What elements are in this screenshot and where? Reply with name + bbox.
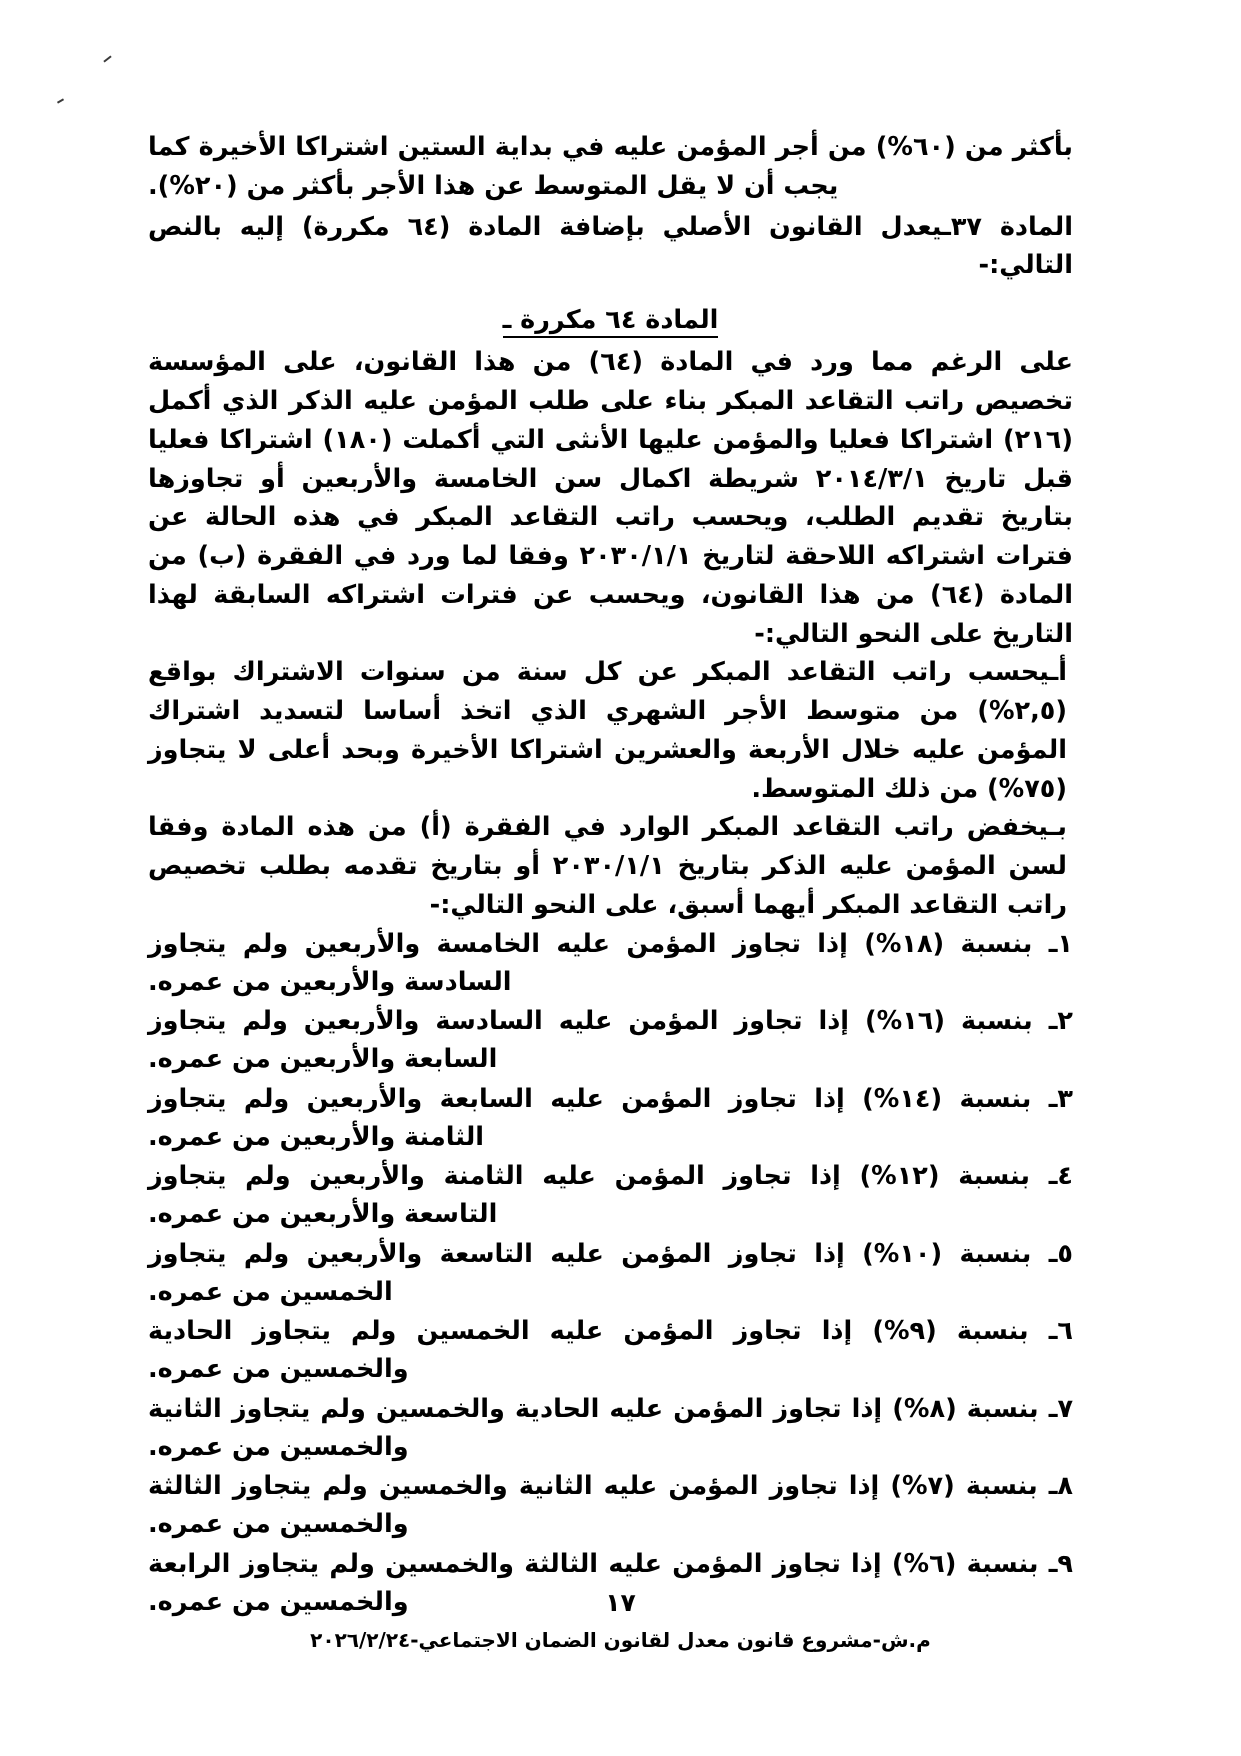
- list-item: ٩ـ بنسبة (٦%) إذا تجاوز المؤمن عليه الثالثة والخمسين ولم يتجاوز الرابعة والخمسين من عمره.: [148, 1548, 1073, 1617]
- page-number: ١٧: [605, 1588, 636, 1617]
- list-item: ٦ـ بنسبة (٩%) إذا تجاوز المؤمن عليه الخمسين ولم يتجاوز الحادية والخمسين من عمره.: [148, 1316, 1073, 1385]
- list-item: ١ـ بنسبة (١٨%) إذا تجاوز المؤمن عليه الخامسة والأربعين ولم يتجاوز السادسة والأربعين من عمره.: [148, 928, 1073, 997]
- article-37-paragraph: المادة ٣٧ـيعدل القانون الأصلي بإضافة المادة (٦٤ مكررة) إليه بالنص التالي:-: [148, 211, 1073, 281]
- document-body: [148, 128, 1073, 1622]
- article-64-heading: [148, 301, 1073, 339]
- list-item: ٨ـ بنسبة (٧%) إذا تجاوز المؤمن عليه الثانية والخمسين ولم يتجاوز الثالثة والخمسين من عمره.: [148, 1471, 1073, 1540]
- top-continuation-paragraph: بأكثر من (٦٠%) من أجر المؤمن عليه في بداية الستين اشتراكا الأخيرة كما يجب أن لا يقل المتوسط عن هذا الأجر بأكثر من (٢٠%).: [148, 132, 1073, 201]
- clause-a-paragraph: أـيحسب راتب التقاعد المبكر عن كل سنة من سنوات الاشتراك بواقع (٢,٥%) من متوسط الأجر الشهري الذي اتخذ أساسا لتسديد اشتراك المؤمن عليه خلال الأربعة والعشرين اشتراكا الأخيرة وبحد أعلى لا يتجاوز (٧٥%) من ذلك المتوسط.: [148, 657, 1067, 804]
- list-item: ٧ـ بنسبة (٨%) إذا تجاوز المؤمن عليه الحادية والخمسين ولم يتجاوز الثانية والخمسين من عمره.: [148, 1393, 1074, 1462]
- scan-artifact-speck: [103, 55, 111, 62]
- percentage-reduction-list: [148, 925, 1073, 1622]
- article-64-body-paragraph: على الرغم مما ورد في المادة (٦٤) من هذا القانون، على المؤسسة تخصيص راتب التقاعد المبكر بناء على طلب المؤمن عليه الذكر الذي أكمل (٢١٦) اشتراكا فعليا والمؤمن عليها الأنثى التي أكملت (١٨٠) اشتراكا فعليا قبل تاريخ ٢٠١٤/٣/١ شريطة اكمال سن الخامسة والأربعين أو تجاوزها بتاريخ تقديم الطلب، ويحسب راتب التقاعد المبكر في هذه الحالة عن فترات اشتراكه اللاحقة لتاريخ ٢٠٣٠/١/١ وفقا لما ورد في الفقرة (ب) من المادة (٦٤) من هذا القانون، ويحسب عن فترات اشتراكه السابقة لهذا التاريخ على النحو التالي:-: [148, 347, 1074, 649]
- list-item: ٤ـ بنسبة (١٢%) إذا تجاوز المؤمن عليه الثامنة والأربعين ولم يتجاوز التاسعة والأربعين من عمره.: [148, 1161, 1073, 1230]
- footer-note: م.ش-مشروع قانون معدل لقانون الضمان الاجتماعي-٢٠٢٦/٢/٢٤: [310, 1628, 931, 1652]
- page-footer: [0, 1566, 1241, 1756]
- list-item: ٣ـ بنسبة (١٤%) إذا تجاوز المؤمن عليه السابعة والأربعين ولم يتجاوز الثامنة والأربعين من عمره.: [148, 1083, 1073, 1152]
- scan-artifact-speck: [57, 98, 64, 103]
- article-64-heading-text: المادة ٦٤ مكررة ـ: [503, 305, 719, 338]
- clause-b-paragraph: بـيخفض راتب التقاعد المبكر الوارد في الفقرة (أ) من هذه المادة وفقا لسن المؤمن عليه الذكر بتاريخ ٢٠٣٠/١/١ أو بتاريخ تقدمه بطلب تخصيص راتب التقاعد المبكر أيهما أسبق، على النحو التالي:-: [148, 812, 1067, 920]
- list-item: ٥ـ بنسبة (١٠%) إذا تجاوز المؤمن عليه التاسعة والأربعين ولم يتجاوز الخمسين من عمره.: [148, 1238, 1073, 1307]
- list-item: ٢ـ بنسبة (١٦%) إذا تجاوز المؤمن عليه السادسة والأربعين ولم يتجاوز السابعة والأربعين من عمره.: [148, 1006, 1073, 1075]
